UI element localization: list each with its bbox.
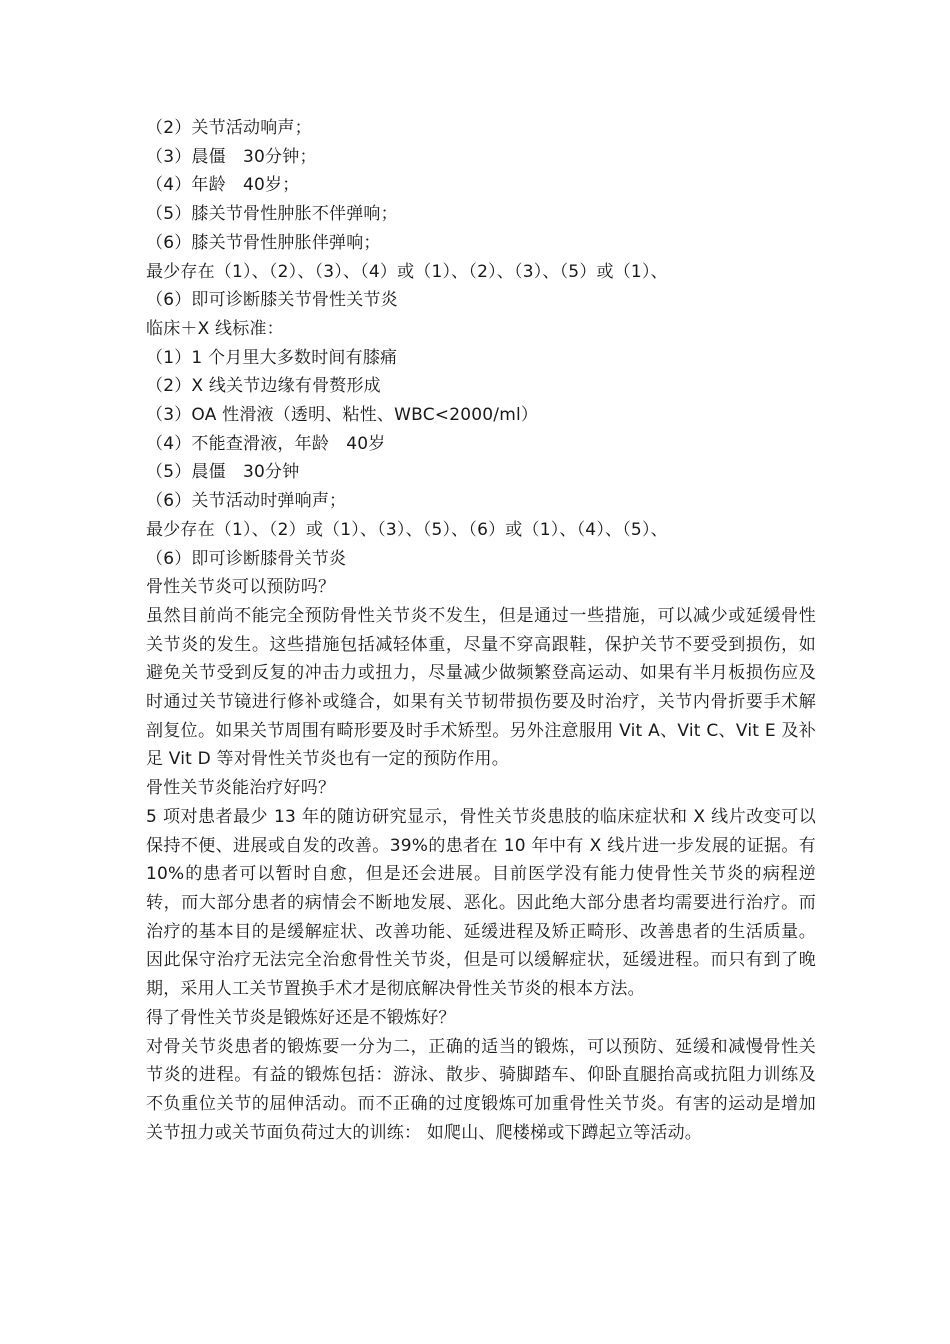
section-body-prevention: 虽然目前尚不能完全预防骨性关节炎不发生，但是通过一些措施，可以减少或延缓骨性关节炎的发生。这些措施包括减轻体重，尽量不穿高跟鞋，保护关节不要受到损伤，如避免关节受到反复的冲击力或扭力，尽量减少做频繁登高运动、如果有半月板损伤应及时通过关节镜进行修补或缝合，如果有关节韧带损伤要及时治疗，关节内骨折要手术解剖复位。如果关节周围有畸形要及时手术矫型。另外注意服用 Vit A、Vit C、Vit E 及补足 Vit D 等对骨性关节炎也有一定的预防作用。	[146, 605, 816, 770]
section-body-treatment: 5 项对患者最少 13 年的随访研究显示，骨性关节炎患肢的临床症状和 X 线片改变可以保持不便、进展或自发的改善。39%的患者在 10 年中有 X 线片进一步发展的证据。有 10%的患者可以暂时自愈，但是还会进展。目前医学没有能力使骨性关节炎的病程逆转，而大部分患者的病情会不断地发展、恶化。因此绝大部分患者均需要进行治疗。而治疗的基本目的是缓解症状、改善功能、延缓进程及矫正畸形、改善患者的生活质量。因此保守治疗无法完全治愈骨性关节炎，但是可以缓解症状，延缓进程。而只有到了晚期，采用人工关节置换手术才是彻底解决骨性关节炎的根本方法。	[146, 806, 816, 1000]
criterion-line: （5）晨僵 30分钟	[146, 462, 300, 483]
criterion-line: （2）X 线关节边缘有骨赘形成	[146, 376, 381, 397]
section-heading-prevention: 骨性关节炎可以预防吗？	[146, 577, 336, 598]
criterion-line: （2）关节活动响声；	[146, 118, 312, 138]
criterion-line: （6）膝关节骨性肿胀伴弹响；	[146, 232, 381, 253]
document-content	[146, 114, 816, 1147]
section-heading-exercise: 得了骨性关节炎是锻炼好还是不锻炼好？	[146, 1007, 456, 1028]
criterion-line: （5）膝关节骨性肿胀不伴弹响；	[146, 204, 398, 225]
criterion-line: （3）OA 性滑液（透明、粘性、WBC<2000/ml）	[146, 405, 539, 426]
section-body-exercise: 对骨关节炎患者的锻炼要一分为二，正确的适当的锻炼，可以预防、延缓和减慢骨性关节炎的进程。有益的锻炼包括：游泳、散步、骑脚踏车、仰卧直腿抬高或抗阻力训练及不负重位关节的屈伸活动。而不正确的过度锻炼可加重骨性关节炎。有害的运动是增加关节扭力或关节面负荷过大的训练： 如爬山、爬楼梯或下蹲起立等活动。	[146, 1036, 816, 1143]
criterion-line: （3）晨僵 30分钟；	[146, 146, 317, 167]
section-heading-treatment: 骨性关节炎能治疗好吗？	[146, 778, 336, 799]
diagnosis-rule-line: （6）即可诊断膝关节骨性关节炎	[146, 290, 398, 311]
diagnosis-rule-line: 最少存在（1）、（2）或（1）、（3）、（5）、（6）或（1）、（4）、（5）、	[146, 519, 668, 540]
diagnosis-rule-line: 最少存在（1）、（2）、（3）、（4）或（1）、（2）、（3）、（5）或（1）、	[146, 261, 668, 282]
criteria-subheading: 临床＋X 线标准：	[146, 318, 284, 339]
criterion-line: （1）1 个月里大多数时间有膝痛	[146, 347, 398, 368]
diagnosis-rule-line: （6）即可诊断膝骨关节炎	[146, 548, 347, 569]
criterion-line: （4）年龄 40岁；	[146, 175, 300, 196]
criterion-line: （4）不能查滑液，年龄 40岁	[146, 433, 386, 454]
criterion-line: （6）关节活动时弹响声；	[146, 491, 347, 512]
